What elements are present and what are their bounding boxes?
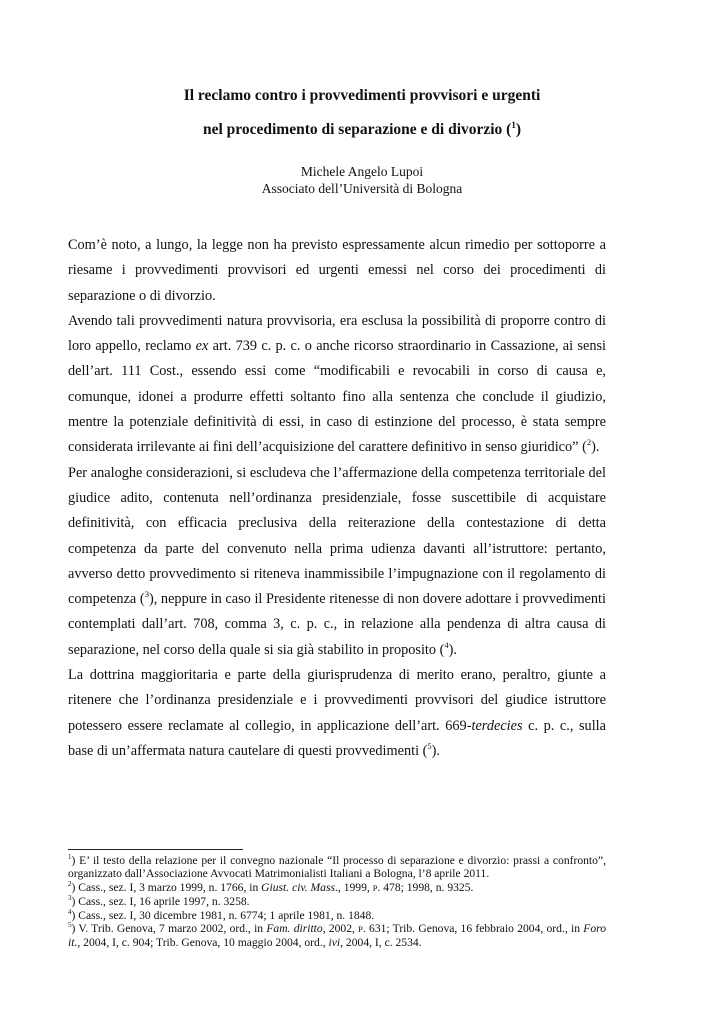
footnote-ref-2[interactable]: 2: [586, 437, 592, 448]
footnote-ref-5[interactable]: 5: [427, 741, 432, 752]
footnote-2: [68, 881, 606, 895]
footnote-5-journal-2: Foro it.: [68, 922, 607, 950]
footnote-separator: [68, 849, 243, 850]
footnote-2-text-c: . 478; 1998, n. 9325.: [377, 880, 474, 894]
paragraph-4: [68, 663, 606, 764]
footnote-5-number: 5: [68, 921, 72, 930]
footnote-1-number: 1: [68, 853, 72, 862]
paragraph-2-ex: ex: [195, 338, 209, 355]
footnote-3-text: ) Cass., sez. I, 16 aprile 1997, n. 3258.: [71, 895, 250, 909]
author-name: Michele Angelo Lupoi: [300, 164, 424, 179]
footnote-2-journal: Giust. civ. Mass: [261, 880, 336, 894]
footnote-5: [68, 922, 606, 950]
paragraph-3-text-c: ).: [448, 641, 457, 658]
title-line-2: [0, 115, 724, 140]
footnote-5-text-e: , 2004, I, c. 2534.: [340, 936, 422, 950]
title-paren-close: ): [515, 121, 522, 139]
footnote-5-journal-1: Fam. diritto: [266, 922, 323, 936]
footnote-3-number: 3: [68, 894, 72, 903]
paragraph-4-text-b: c. p. c., sulla base di un’affermata natura cautelare di questi provvedimenti (: [68, 717, 606, 759]
footnote-5-text-d: , 2004, I, c. 904; Trib. Genova, 10 maggio 2004, ord.,: [77, 936, 329, 950]
footnote-5-text-c: . 631; Trib. Genova, 16 febbraio 2004, ord., in: [362, 922, 584, 936]
footnote-5-ivi: ivi: [328, 936, 341, 950]
paragraph-1: Com’è noto, a lungo, la legge non ha previsto espressamente alcun rimedio per sottoporre a riesame i provvedimenti provvisori ed urgenti emessi nel corso dei procedimenti di separazione o di divorzio.: [68, 237, 606, 304]
footnote-4-number: 4: [68, 907, 72, 916]
title-text-1: Il reclamo contro i provvedimenti provvisori e urgenti: [183, 87, 541, 104]
footnote-2-text-a: ) Cass., sez. I, 3 marzo 1999, n. 1766, in: [71, 880, 262, 894]
footnote-2-text-b: ., 1999,: [335, 880, 373, 894]
author-affiliation: Associato dell’Università di Bologna: [261, 181, 463, 196]
paragraph-3-text-b: ), neppure in caso il Presidente ritenesse di non dovere adottare i provvedimenti contemplati dall’art. 708, comma 3, c. p. c., in relazione alla pendenza di altra causa di separazione, nel corso della quale si sia già stabilito in proposito (: [68, 591, 606, 658]
title-line-1: [0, 86, 724, 106]
footnotes: [68, 854, 606, 950]
paragraph-2-text-b: art. 739 c. p. c. o anche ricorso straordinario in Cassazione, ai sensi dell’art. 111 Cost., essendo essi come “modificabili e revocabili in corso di causa e, comunque, idonei a produrre effetti soltanto fino alla sentenza che conclude il giudizio, mentre la potenziale definitività di essi, in caso di estinzione del processo, è stata sempre considerata irrilevante ai fini dell’acquisizione del carattere definitivo in senso giuridico” (: [68, 338, 607, 456]
footnote-ref-4[interactable]: 4: [444, 639, 449, 650]
paragraph-4-text-c: ).: [431, 742, 440, 759]
footnote-ref-3[interactable]: 3: [144, 589, 149, 600]
paragraph-4-terdecies: terdecies: [471, 717, 523, 734]
paragraph-2-text-a: Avendo tali provvedimenti natura provvisoria, era esclusa la possibilità di proporre contro di loro appello, reclamo: [68, 312, 606, 355]
title-text-2: nel procedimento di separazione e di divorzio (: [202, 121, 512, 139]
footnote-4-text: ) Cass., sez. I, 30 dicembre 1981, n. 6774; 1 aprile 1981, n. 1848.: [71, 908, 375, 922]
footnote-5-text-b: , 2002,: [322, 922, 359, 936]
paragraph-3-text-a: Per analoghe considerazioni, si escludeva che l’affermazione della competenza territoriale del giudice adito, contenuta nell’ordinanza presidenziale, fosse suscettibile di acquistare definitività, con efficacia preclusiva della reiterazione della contestazione di detta competenza da parte del convenuto nella prima udienza davanti all’istruttore: pertanto, avverso detto provvedimento si riteneva inammissibile l’impugnazione con il regolamento di competenza (: [68, 464, 606, 608]
paragraph-2-text-c: ).: [591, 439, 600, 456]
paragraph-3: [68, 461, 606, 663]
footnote-3: [68, 895, 606, 908]
footnote-2-number: 2: [68, 879, 72, 888]
paragraph-2: [68, 309, 606, 461]
footnote-4: [68, 909, 606, 922]
paragraph-4-text-a: La dottrina maggioritaria e parte della giurisprudenza di merito erano, peraltro, giunte a ritenere che l’ordinanza presidenziale e i provvedimenti provvisori del giudice istruttore potessero essere reclamate al collegio, in applicazione dell’art. 669-: [68, 667, 606, 734]
body-text: [68, 233, 606, 764]
footnote-5-page-abbr: P: [358, 924, 363, 935]
title-footnote-ref[interactable]: 1: [511, 120, 516, 130]
footnote-5-text-a: ) V. Trib. Genova, 7 marzo 2002, ord., in: [71, 922, 267, 936]
footnote-2-page-abbr: P: [372, 882, 378, 893]
footnote-1-text: ) E’ il testo della relazione per il convegno nazionale “Il processo di separazione e divorzio: prassi a confronto”, organizzato dall’Associazione Avvocati Matrimonialisti Italiani a Bologna, l’8 aprile 2011.: [68, 854, 606, 881]
footnote-1: [68, 854, 606, 881]
